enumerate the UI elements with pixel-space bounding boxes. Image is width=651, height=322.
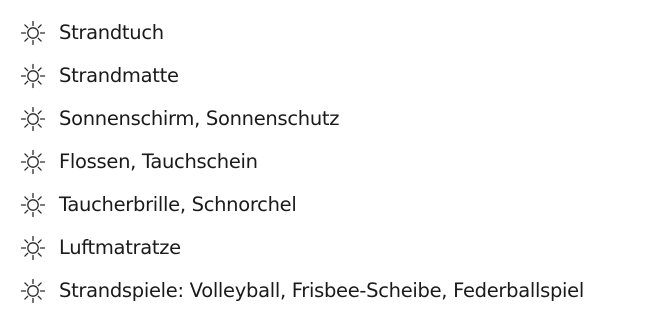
beach-checklist: [20, 11, 584, 312]
list-item: [20, 140, 584, 183]
sun-icon: [20, 149, 46, 175]
item-label: Strandspiele: Volleyball, Frisbee-Scheibe, Federballspiel: [59, 278, 584, 302]
sun-icon: [20, 192, 46, 218]
sun-icon: [20, 278, 46, 304]
item-label: Flossen, Tauchschein: [59, 149, 258, 173]
list-item: [20, 226, 584, 269]
list-item: [20, 54, 584, 97]
item-label: Taucherbrille, Schnorchel: [59, 192, 297, 216]
list-item: [20, 269, 584, 312]
item-label: Luftmatratze: [59, 235, 181, 259]
list-item: [20, 97, 584, 140]
sun-icon: [20, 20, 46, 46]
sun-icon: [20, 106, 46, 132]
list-item: [20, 183, 584, 226]
sun-icon: [20, 235, 46, 261]
item-label: Strandtuch: [59, 20, 164, 44]
list-item: [20, 11, 584, 54]
item-label: Strandmatte: [59, 63, 179, 87]
item-label: Sonnenschirm, Sonnenschutz: [59, 106, 340, 130]
sun-icon: [20, 63, 46, 89]
